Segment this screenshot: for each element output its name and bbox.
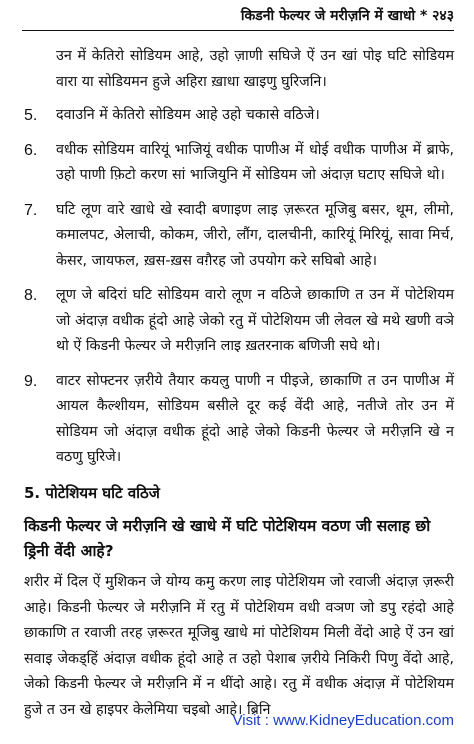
list-item-text: घटि लूण वारे खाधे खे स्वादी बणाइण लाइ ज़रूरत मूजिबु बसर, थूम, लीमो, कमालपट, अेलाची, कोकम, जीरो, लौंग, दालचीनी, कारियूं मिरियूं, सावा मिर्च, केसर, जायफल, ख़स-ख़स वग़ैरह जो उपयोग करे सघिबो आहे।	[56, 201, 454, 269]
page-content	[24, 44, 454, 723]
list-item-number: 8.	[24, 287, 38, 304]
list-item-number: 7.	[24, 201, 38, 219]
section-heading: 5. पोटेशियम घटि वठिजे	[24, 483, 160, 502]
section-subheading: किडनी फेल्यर जे मरीज़नि खे खाधे में घटि पोटेशियम वठण जी सलाह छो ड्रिनी वेंदी आहे?	[24, 517, 431, 560]
list-item	[24, 103, 454, 129]
running-header: किडनी फेल्यर जे मरीज़नि में खाधो * २४३	[240, 8, 454, 24]
list-item-text: दवाउनि में केतिरो सोडियम आहे उहो चकासे वठिजे।	[56, 107, 320, 123]
section-body-paragraph: शरीर में दिल ऐं मुशिकन जे योग्य कमु करण लाइ पोटेशियम जो रवाजी अंदाज़ ज़रूरी आहे। किडनी फेल्यर जे मरीज़नि में रतु में पोटेशियम वधी वञण जो डपु रहंदो आहे छाकाणि त रवाजी तरह ज़रूरत मूजिबु खाधे मां पोटेशियम मिली वेंदो आहे ऐं उन खां सवाइ जेकड्हिं अंदाज़ वधीक हूंदो आहे त उहो पेशाब ज़रीये निकिरी पिणु वेंदो आहे, जेको किडनी फेल्यर जे मरीज़नि में न थींदो आहे। रतु में वधीक अंदाज़ में पोटेशियम हुजे त उन खे हाइपर केलेमिया चइबो आहे। ब्रिनि	[24, 574, 454, 718]
footer-visit-link[interactable]: Visit : www.KidneyEducation.com	[232, 712, 454, 729]
list-item	[24, 138, 454, 189]
list-item-text: वाटर सोफ्टनर ज़रीये तैयार कयलु पाणी न पीइजे, छाकाणि त उन पाणीअ में आयल कैल्शीयम, सोडियम बसीले दूर कई वेंदी आहे, नतीजे तोर उन में सोडियम जो अंदाज़ वधीक हूंदो आहे जेको किडनी फेल्यर जे मरीज़नि खे न वठणु घुरिजे।	[56, 372, 454, 465]
list-item	[24, 369, 454, 471]
list-item-number: 6.	[24, 141, 38, 159]
intro-paragraph: उन में केतिरो सोडियम आहे, उहो ज़ाणी सघिजे ऐं उन खां पोइ घटि सोडियम वारा या सोडियमन हुजे अहिरा ख़ाधा खाइणु घुरिजनि।	[56, 48, 454, 90]
list-item-number: 5.	[24, 107, 38, 124]
list-item-text: वधीक सोडियम वारियूं भाजियूं वधीक पाणीअ में धोई वधीक पाणीअ में ब्राफे, उहो पाणी फ़िटो करण सां भाजियुनि में सोडियम जो अंदाज़ घटाए सघिजे थो।	[56, 141, 454, 183]
list-item	[24, 198, 454, 275]
list-item	[24, 283, 454, 360]
list-item-text: लूण जे बदिरां घटि सोडियम वारो लूण न वठिजे छाकाणि त उन में पोटेशियम जो अंदाज़ वधीक हूंदो आहे जेको रतु में पोटेशियम जी लेवल खे मथे खणी वञे थो ऐं किडनी फेल्यर जे मरीज़नि लाइ ख़तरनाक बणिजी सघे थो।	[56, 287, 454, 354]
header-divider	[22, 30, 454, 31]
list-item-number: 9.	[24, 372, 38, 390]
